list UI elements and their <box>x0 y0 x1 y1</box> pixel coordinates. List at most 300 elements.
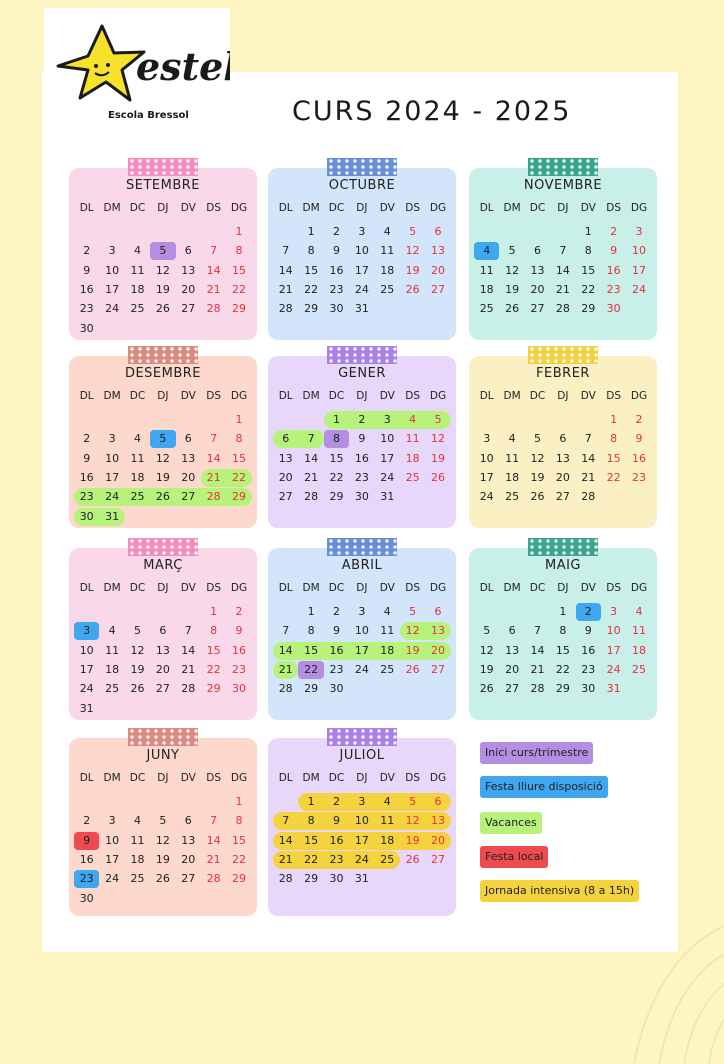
month-name: ABRIL <box>341 558 383 573</box>
weekday-label: DC <box>529 582 546 594</box>
day-cell: 7 <box>282 244 290 258</box>
empty-cell <box>525 603 550 621</box>
day-cell: 6 <box>559 432 567 446</box>
day-cell: 14 <box>278 833 293 847</box>
day-cell: 24 <box>105 490 120 504</box>
empty-cell <box>125 890 150 908</box>
empty-cell <box>474 223 499 241</box>
day-cell: 16 <box>632 451 647 465</box>
day-cell: 26 <box>155 302 170 316</box>
day-cell: 13 <box>181 833 196 847</box>
weekday-label: DS <box>606 390 622 402</box>
day-cell: 8 <box>210 624 218 638</box>
weekday-label: DL <box>479 582 494 594</box>
day-cell: 9 <box>584 624 592 638</box>
weekday-label: DG <box>630 582 648 594</box>
day-cell: 1 <box>235 225 243 238</box>
day-cell: 15 <box>329 451 344 465</box>
washi-tape <box>128 346 198 364</box>
week-row <box>273 851 451 869</box>
day-cell: 8 <box>324 430 349 448</box>
day-cell: 20 <box>155 662 170 676</box>
day-cell: 16 <box>606 263 621 277</box>
day-cell: 28 <box>304 490 319 504</box>
day-cell: 29 <box>206 682 221 696</box>
empty-cell <box>99 320 124 338</box>
day-cell: 9 <box>83 451 91 465</box>
day-cell: 25 <box>130 872 145 886</box>
day-cell: 23 <box>581 662 596 676</box>
week-row <box>273 603 451 621</box>
day-cell: 30 <box>79 891 94 905</box>
day-cell: 3 <box>358 605 366 618</box>
day-cell: 21 <box>181 662 196 676</box>
day-cell: 3 <box>610 605 618 618</box>
day-cell: 23 <box>329 662 344 676</box>
empty-cell <box>99 890 124 908</box>
day-cell: 12 <box>431 432 446 446</box>
weekday-label: DL <box>479 390 494 402</box>
day-cell: 24 <box>105 872 120 886</box>
day-cell: 1 <box>307 795 315 808</box>
empty-cell <box>273 223 298 241</box>
empty-cell <box>474 603 499 621</box>
day-cell: 25 <box>479 302 494 316</box>
week-row <box>273 411 451 429</box>
week-row <box>474 680 652 698</box>
day-cell: 1 <box>584 225 592 238</box>
empty-cell <box>99 411 124 429</box>
day-cell: 26 <box>405 852 420 866</box>
empty-cell <box>226 700 251 718</box>
day-cell: 2 <box>83 814 91 828</box>
day-cell: 22 <box>206 662 221 676</box>
day-cell: 23 <box>606 282 621 296</box>
day-cell: 11 <box>380 624 395 638</box>
day-cell: 16 <box>581 643 596 657</box>
day-cell: 27 <box>505 682 520 696</box>
empty-cell <box>201 320 226 338</box>
day-cell: 21 <box>304 470 319 484</box>
weekday-label: DS <box>405 772 421 784</box>
empty-cell <box>375 870 400 888</box>
day-cell: 12 <box>479 643 494 657</box>
weekday-label: DV <box>379 202 395 214</box>
day-cell: 11 <box>632 624 647 638</box>
month-name: FEBRER <box>536 366 590 381</box>
day-cell: 7 <box>210 814 218 828</box>
logo <box>44 8 230 128</box>
star-logo-icon <box>44 8 230 128</box>
day-cell: 7 <box>559 244 567 258</box>
weekday-label: DG <box>630 390 648 402</box>
month-name: MAIG <box>544 558 582 573</box>
empty-cell <box>201 890 226 908</box>
week-row <box>74 812 252 830</box>
day-cell: 18 <box>632 643 647 657</box>
day-cell: 7 <box>184 624 192 638</box>
day-cell: 12 <box>155 833 170 847</box>
day-cell: 9 <box>74 832 99 850</box>
weekday-header <box>273 390 451 408</box>
empty-cell <box>375 680 400 698</box>
empty-cell <box>125 320 150 338</box>
day-cell: 8 <box>584 244 592 258</box>
weekday-label: DV <box>180 202 196 214</box>
day-cell: 18 <box>380 263 395 277</box>
weekday-label: DL <box>278 772 293 784</box>
day-cell: 19 <box>405 643 420 657</box>
weekday-label: DL <box>79 582 94 594</box>
day-cell: 15 <box>232 263 247 277</box>
week-row <box>273 793 451 811</box>
weekday-label: DC <box>129 772 146 784</box>
day-cell: 10 <box>479 451 494 465</box>
weekday-label: DS <box>405 582 421 594</box>
empty-cell <box>550 223 575 241</box>
week-row <box>273 832 451 850</box>
day-cell: 16 <box>79 470 94 484</box>
day-cell: 21 <box>530 662 545 676</box>
day-cell: 1 <box>332 413 340 426</box>
weekday-header <box>273 202 451 220</box>
day-cell: 24 <box>354 852 369 866</box>
day-cell: 31 <box>354 302 369 316</box>
day-cell: 19 <box>479 662 494 676</box>
week-row <box>273 242 451 260</box>
weekday-label: DG <box>230 390 248 402</box>
day-cell: 21 <box>581 470 596 484</box>
weekday-label: DJ <box>356 772 368 784</box>
empty-cell <box>150 411 175 429</box>
month-name: OCTUBRE <box>328 178 396 193</box>
week-row <box>74 622 252 640</box>
day-cell: 8 <box>610 432 618 446</box>
day-cell: 25 <box>380 852 395 866</box>
day-cell: 21 <box>278 662 293 676</box>
day-cell: 15 <box>304 263 319 277</box>
week-row <box>273 870 451 888</box>
day-cell: 24 <box>606 662 621 676</box>
weekday-label: DL <box>278 390 293 402</box>
weekday-label: DG <box>230 582 248 594</box>
empty-cell <box>226 508 251 526</box>
day-cell: 6 <box>184 244 192 258</box>
day-cell: 14 <box>304 451 319 465</box>
month-name: DESEMBRE <box>124 366 202 381</box>
day-cell: 18 <box>130 282 145 296</box>
empty-cell <box>550 411 575 429</box>
month-octubre <box>268 168 456 340</box>
day-cell: 25 <box>380 282 395 296</box>
week-row <box>474 300 652 318</box>
empty-cell <box>201 700 226 718</box>
day-cell: 7 <box>282 814 290 828</box>
day-cell: 4 <box>133 432 141 446</box>
day-cell: 28 <box>206 490 221 504</box>
day-cell: 4 <box>635 605 643 618</box>
day-cell: 9 <box>235 624 243 638</box>
weekday-label: DS <box>405 390 421 402</box>
day-cell: 13 <box>530 263 545 277</box>
day-cell: 12 <box>155 451 170 465</box>
day-cell: 10 <box>354 244 369 258</box>
weekday-header <box>474 390 652 408</box>
day-cell: 12 <box>505 263 520 277</box>
washi-tape <box>528 346 598 364</box>
weekday-label: DG <box>429 582 447 594</box>
weekday-label: DM <box>503 202 521 214</box>
day-cell: 18 <box>105 662 120 676</box>
logo-word: estel <box>136 44 230 89</box>
empty-cell <box>400 680 425 698</box>
empty-cell <box>499 411 524 429</box>
empty-cell <box>99 223 124 241</box>
day-cell: 18 <box>130 470 145 484</box>
empty-cell <box>425 488 450 506</box>
week-row <box>474 488 652 506</box>
month-name: JUNY <box>146 748 180 763</box>
week-row <box>474 411 652 429</box>
weekday-label: DC <box>129 202 146 214</box>
weekday-label: DC <box>328 202 345 214</box>
weekday-label: DV <box>379 582 395 594</box>
weekday-label: DM <box>302 202 320 214</box>
weekday-label: DM <box>302 390 320 402</box>
day-cell: 5 <box>150 430 175 448</box>
day-cell: 14 <box>278 643 293 657</box>
weekday-label: DG <box>230 772 248 784</box>
day-cell: 12 <box>405 814 420 828</box>
day-cell: 6 <box>184 814 192 828</box>
day-cell: 4 <box>383 795 391 808</box>
weekday-label: DV <box>180 390 196 402</box>
empty-cell <box>74 603 99 621</box>
day-cell: 19 <box>431 451 446 465</box>
day-cell: 30 <box>606 302 621 316</box>
weekday-label: DV <box>180 772 196 784</box>
day-cell: 4 <box>133 814 141 828</box>
day-cell: 27 <box>181 872 196 886</box>
empty-cell <box>201 223 226 241</box>
day-cell: 30 <box>329 302 344 316</box>
day-cell: 9 <box>635 432 643 446</box>
week-row <box>74 262 252 280</box>
day-cell: 4 <box>474 242 499 260</box>
weekday-label: DC <box>529 390 546 402</box>
day-cell: 5 <box>409 225 417 238</box>
month-name: GENER <box>338 366 386 381</box>
week-row <box>474 430 652 448</box>
day-cell: 24 <box>105 302 120 316</box>
day-cell: 4 <box>383 605 391 618</box>
day-cell: 2 <box>576 603 601 621</box>
month-name: MARÇ <box>143 558 183 573</box>
empty-cell <box>176 890 201 908</box>
month-maig <box>469 548 657 720</box>
day-cell: 5 <box>159 814 167 828</box>
week-row <box>273 450 451 468</box>
day-cell: 3 <box>358 795 366 808</box>
empty-cell <box>273 411 298 429</box>
day-cell: 22 <box>581 282 596 296</box>
weekday-label: DJ <box>356 582 368 594</box>
weekday-label: DG <box>630 202 648 214</box>
day-cell: 2 <box>235 605 243 618</box>
day-cell: 22 <box>232 282 247 296</box>
day-cell: 1 <box>210 605 218 618</box>
day-cell: 9 <box>332 244 340 258</box>
day-cell: 30 <box>581 682 596 696</box>
washi-tape <box>528 538 598 556</box>
empty-cell <box>400 300 425 318</box>
day-cell: 28 <box>555 302 570 316</box>
day-cell: 24 <box>354 282 369 296</box>
day-cell: 14 <box>206 451 221 465</box>
day-cell: 13 <box>431 624 446 638</box>
day-cell: 28 <box>278 302 293 316</box>
day-cell: 29 <box>304 302 319 316</box>
day-cell: 22 <box>304 852 319 866</box>
day-cell: 16 <box>232 643 247 657</box>
weekday-label: DM <box>103 772 121 784</box>
day-cell: 25 <box>505 490 520 504</box>
day-cell: 14 <box>181 643 196 657</box>
empty-cell <box>298 411 323 429</box>
washi-tape <box>327 158 397 176</box>
day-cell: 29 <box>329 490 344 504</box>
day-cell: 7 <box>210 432 218 446</box>
day-cell: 15 <box>304 833 319 847</box>
day-cell: 15 <box>232 833 247 847</box>
empty-cell <box>99 793 124 811</box>
empty-cell <box>375 300 400 318</box>
week-row <box>74 603 252 621</box>
day-cell: 25 <box>105 682 120 696</box>
weekday-label: DG <box>429 772 447 784</box>
empty-cell <box>176 508 201 526</box>
month-febrer <box>469 356 657 528</box>
day-cell: 23 <box>329 282 344 296</box>
day-cell: 18 <box>505 470 520 484</box>
washi-tape <box>528 158 598 176</box>
week-row <box>74 430 252 448</box>
day-cell: 30 <box>329 682 344 696</box>
day-cell: 1 <box>559 605 567 618</box>
day-cell: 29 <box>304 872 319 886</box>
weekday-header <box>74 772 252 790</box>
day-cell: 30 <box>79 321 94 335</box>
washi-tape <box>128 158 198 176</box>
day-cell: 22 <box>232 852 247 866</box>
week-row <box>74 832 252 850</box>
day-cell: 27 <box>278 490 293 504</box>
day-cell: 3 <box>74 622 99 640</box>
day-cell: 26 <box>155 872 170 886</box>
weekday-label: DS <box>606 582 622 594</box>
week-row <box>74 642 252 660</box>
week-row <box>273 262 451 280</box>
day-cell: 7 <box>533 624 541 638</box>
day-cell: 17 <box>105 470 120 484</box>
week-row <box>273 469 451 487</box>
day-cell: 23 <box>232 662 247 676</box>
week-row <box>74 223 252 241</box>
day-cell: 8 <box>307 244 315 258</box>
day-cell: 16 <box>79 282 94 296</box>
day-cell: 18 <box>380 833 395 847</box>
weekday-label: DC <box>529 202 546 214</box>
weekday-label: DL <box>479 202 494 214</box>
empty-cell <box>176 223 201 241</box>
empty-cell <box>226 890 251 908</box>
empty-cell <box>150 508 175 526</box>
empty-cell <box>74 793 99 811</box>
day-cell: 21 <box>206 282 221 296</box>
day-cell: 1 <box>235 413 243 426</box>
day-cell: 20 <box>181 282 196 296</box>
day-cell: 27 <box>181 490 196 504</box>
day-cell: 30 <box>354 490 369 504</box>
week-row <box>74 700 252 718</box>
weekday-label: DC <box>129 390 146 402</box>
day-cell: 3 <box>383 413 391 426</box>
week-row <box>74 300 252 318</box>
day-cell: 13 <box>505 643 520 657</box>
week-row <box>273 680 451 698</box>
day-cell: 26 <box>405 282 420 296</box>
day-cell: 22 <box>298 661 323 679</box>
empty-cell <box>125 411 150 429</box>
day-cell: 19 <box>155 282 170 296</box>
week-row <box>273 488 451 506</box>
week-row <box>273 642 451 660</box>
day-cell: 19 <box>530 470 545 484</box>
washi-tape <box>128 728 198 746</box>
day-cell: 9 <box>83 263 91 277</box>
day-cell: 26 <box>530 490 545 504</box>
day-cell: 28 <box>278 872 293 886</box>
week-row <box>74 469 252 487</box>
month-name: JULIOL <box>339 748 385 763</box>
day-cell: 1 <box>610 413 618 426</box>
day-cell: 28 <box>581 490 596 504</box>
day-cell: 14 <box>530 643 545 657</box>
day-cell: 6 <box>434 795 442 808</box>
day-cell: 27 <box>555 490 570 504</box>
weekday-label: DJ <box>157 202 169 214</box>
day-cell: 19 <box>155 470 170 484</box>
empty-cell <box>74 223 99 241</box>
day-cell: 20 <box>431 263 446 277</box>
day-cell: 10 <box>105 263 120 277</box>
weekday-label: DC <box>328 390 345 402</box>
month-gener <box>268 356 456 528</box>
day-cell: 17 <box>354 643 369 657</box>
weekday-label: DS <box>606 202 622 214</box>
day-cell: 28 <box>278 682 293 696</box>
day-cell: 12 <box>155 263 170 277</box>
day-cell: 25 <box>130 490 145 504</box>
day-cell: 2 <box>635 413 643 426</box>
empty-cell <box>125 700 150 718</box>
empty-cell <box>176 320 201 338</box>
day-cell: 29 <box>581 302 596 316</box>
washi-tape <box>327 728 397 746</box>
day-cell: 21 <box>206 852 221 866</box>
empty-cell <box>273 603 298 621</box>
day-cell: 17 <box>105 852 120 866</box>
